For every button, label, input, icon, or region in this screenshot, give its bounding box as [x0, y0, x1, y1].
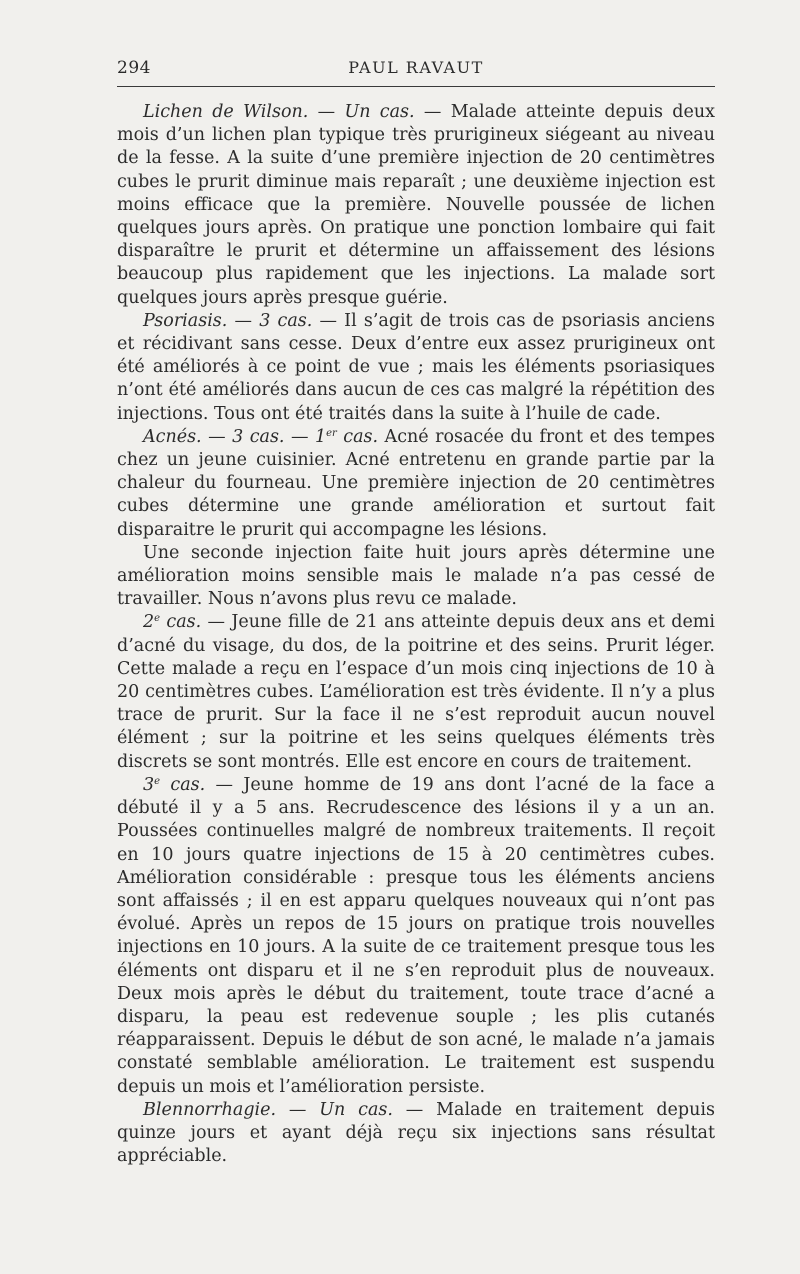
separator: —: [205, 774, 244, 795]
paragraph-text: Acné rosacée du front et des tempes chez un jeune cuisinier. Acné entretenu en grande partie par la chaleur du fourneau. Une première injection de 20 centimètres cubes détermine une grande amélioration et surtout fait disparaitre le prurit qui accompagne les lésions.: [117, 426, 715, 540]
separator: —: [284, 426, 315, 447]
page-number: 294: [117, 58, 151, 78]
separator: —: [392, 1099, 437, 1120]
paragraph-acnes: [117, 426, 715, 542]
paragraph-text: Malade atteinte depuis deux mois d’un lichen plan typique très prurigineux siégeant au niveau de la fesse. A la suite d’une première injection de 20 centimètres cubes le prurit diminue mais reparaît ; une deuxième injection est moins efficace que la première. Nouvelle poussée de lichen quelques jours après. On pratique une ponction lombaire qui fait disparaître le prurit et détermine un affaissement des lésions beaucoup plus rapidement que les injections. La malade sort quelques jours après presque guérie.: [117, 102, 715, 308]
case-number-suffix: e: [154, 775, 161, 787]
paragraph-text: Une seconde injection faite huit jours après détermine une amélioration moins sensible mais le malade n’a pas cessé de travailler. Nous n’avons plus revu ce malade.: [117, 542, 715, 610]
section-title: Blennorrhagie.: [143, 1099, 277, 1120]
paragraph-text: Jeune homme de 19 ans dont l’acné de la face a débuté il y a 5 ans. Recrudescence des lésions il y a un an. Poussées continuelles malgré de nombreux traitements. Il reçoit en 10 jours quatre injections de 15 à 20 centimètres cubes. Amélioration considérable : presque tous les éléments anciens sont affaissés ; il en est apparu quelques nouveaux qui n’ont pas évolué. Après un repos de 15 jours on pratique trois nouvelles injections en 10 jours. A la suite de ce traitement presque tous les éléments ont disparu et il ne s’en reproduit plus de nouveaux. Deux mois après le début du traitement, toute trace d’acné a disparu, la peau est redevenue souple ; les plis cutanés réapparaissent. Depuis le début de son acné, le malade n’a jamais constaté semblable amélioration. Le traitement est suspendu depuis un mois et l’amélioration persiste.: [117, 774, 715, 1097]
case-number-suffix: er: [326, 427, 337, 439]
section-title: Lichen de Wilson.: [143, 102, 309, 122]
running-head: PAUL RAVAUT: [348, 58, 484, 77]
paragraph-lichen: [117, 101, 715, 310]
case-count: 3 cas.: [232, 426, 285, 447]
paragraph-text: Jeune fille de 21 ans atteinte depuis deux ans et demi d’acné du visage, du dos, de la poitrine et des seins. Prurit léger. Cette malade a reçu en l’espace d’un mois cinq injections de 10 à 20 centimètres cubes. L’amélioration est très évidente. Il n’y a plus trace de prurit. Sur la face il ne s’est reproduit aucun nouvel élément ; sur la poitrine et les seins quelques éléments très discrets se sont montrés. Elle est encore en cours de traitement.: [117, 612, 715, 772]
paragraph-text: Il s’agit de trois cas de psoriasis anciens et récidivant sans cesse. Deux d’entre eux assez prurigineux ont été améliorés à ce point de vue ; mais les éléments psoriasiques n’ont été améliorés dans aucun de ces cas malgré la répétition des injections. Tous ont été traités dans la suite à l’huile de cade.: [117, 310, 715, 424]
case-number: 3: [143, 774, 155, 795]
separator: —: [201, 426, 233, 447]
paragraph-case-2: [117, 611, 715, 773]
case-number-suffix: e: [154, 613, 161, 625]
separator: —: [276, 1099, 320, 1120]
separator: —: [201, 612, 232, 633]
section-title: Psoriasis.: [143, 310, 228, 331]
page-header: [117, 58, 715, 87]
body-text: [117, 101, 715, 1168]
separator: —: [414, 102, 451, 122]
paragraph-blennorrhagie: [117, 1099, 715, 1169]
case-number: 2: [143, 612, 155, 633]
paragraph-case-3: [117, 774, 715, 1099]
case-number: 1: [314, 426, 327, 447]
case-count: 3 cas.: [259, 310, 313, 331]
paragraph-acnes-continued: [117, 542, 715, 612]
section-title: Acnés.: [143, 426, 202, 447]
separator: —: [312, 310, 345, 331]
case-count: Un cas.: [344, 102, 415, 122]
case-label: cas.: [160, 612, 202, 633]
case-label: cas.: [336, 426, 379, 447]
paragraph-psoriasis: [117, 310, 715, 426]
separator: —: [308, 102, 345, 122]
case-label: cas.: [160, 774, 206, 795]
separator: —: [227, 310, 260, 331]
paragraph-text: Malade en traitement depuis quinze jours et ayant déjà reçu six injections sans résultat appréciable.: [117, 1099, 715, 1167]
case-count: Un cas.: [319, 1099, 393, 1120]
